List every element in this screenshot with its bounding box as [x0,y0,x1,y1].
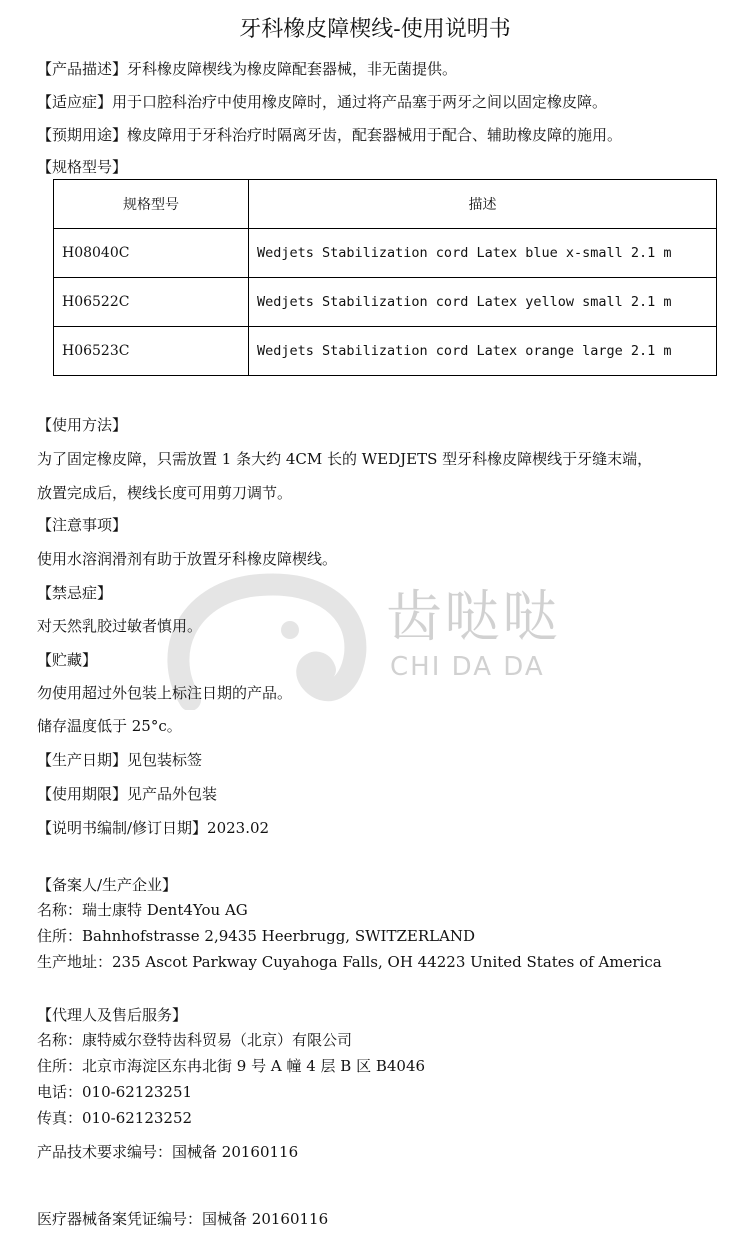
production-date: 【生产日期】见包装标签 [37,751,203,769]
product-description: 【产品描述】牙科橡皮障楔线为橡皮障配套器械，非无菌提供。 [37,60,458,78]
row-code: H06523C [54,327,249,376]
table-row [54,278,717,327]
agent-heading: 【代理人及售后服务】 [37,1006,188,1024]
row-desc: Wedjets Stabilization cord Latex orange large 2.1 m [249,327,717,376]
storage-line1: 勿使用超过外包装上标注日期的产品。 [37,684,293,702]
agent-name: 名称：康特威尔登特齿科贸易（北京）有限公司 [37,1031,353,1049]
table-header-code: 规格型号 [54,180,249,229]
contraindication-line1: 对天然乳胶过敏者慎用。 [37,617,203,635]
agent-phone: 电话：010-62123251 [37,1083,193,1101]
intended-use: 【预期用途】橡皮障用于牙科治疗时隔离牙齿，配套器械用于配合、辅助橡皮障的施用。 [37,126,623,144]
storage-heading: 【贮藏】 [37,651,98,669]
manufacturer-heading: 【备案人/生产企业】 [37,876,178,894]
manufacturer-address: 住所：Bahnhofstrasse 2,9435 Heerbrugg, SWITZERLAND [37,927,476,945]
row-code: H08040C [54,229,249,278]
page-title: 牙科橡皮障楔线-使用说明书 [239,17,511,42]
table-header-row [54,180,717,229]
expiry: 【使用期限】见产品外包装 [37,785,218,803]
usage-line1: 为了固定橡皮障，只需放置 1 条大约 4CM 长的 WEDJETS 型牙科橡皮障楔线于牙缝末端， [37,450,653,468]
manufacturer-site: 生产地址：235 Ascot Parkway Cuyahoga Falls, OH 44223 United States of America [37,953,662,971]
notes-line1: 使用水溶润滑剂有助于放置牙科橡皮障楔线。 [37,550,338,568]
agent-fax: 传真：010-62123252 [37,1109,193,1127]
agent-address: 住所：北京市海淀区东冉北街 9 号 A 幢 4 层 B 区 B4046 [37,1057,426,1075]
spec-heading: 【规格型号】 [37,158,128,176]
storage-line2: 储存温度低于 25°c。 [37,717,182,735]
manufacturer-name: 名称：瑞士康特 Dent4You AG [37,901,248,919]
usage-heading: 【使用方法】 [37,416,128,434]
row-code: H06522C [54,278,249,327]
watermark-cn: 齿哒哒 [386,585,560,650]
indication: 【适应症】用于口腔科治疗中使用橡皮障时，通过将产品塞于两牙之间以固定橡皮障。 [37,93,608,111]
tech-requirement-number: 产品技术要求编号：国械备 20160116 [37,1143,299,1161]
spec-table [53,179,717,376]
table-row [54,229,717,278]
usage-line2: 放置完成后，楔线长度可用剪刀调节。 [37,484,293,502]
table-row [54,327,717,376]
row-desc: Wedjets Stabilization cord Latex blue x-small 2.1 m [249,229,717,278]
revision-date: 【说明书编制/修订日期】2023.02 [37,819,270,837]
row-desc: Wedjets Stabilization cord Latex yellow small 2.1 m [249,278,717,327]
notes-heading: 【注意事项】 [37,516,128,534]
registration-number: 医疗器械备案凭证编号：国械备 20160116 [37,1210,329,1228]
table-header-desc: 描述 [249,180,717,229]
contraindication-heading: 【禁忌症】 [37,584,113,602]
watermark-en: CHI DA DA [390,652,545,682]
